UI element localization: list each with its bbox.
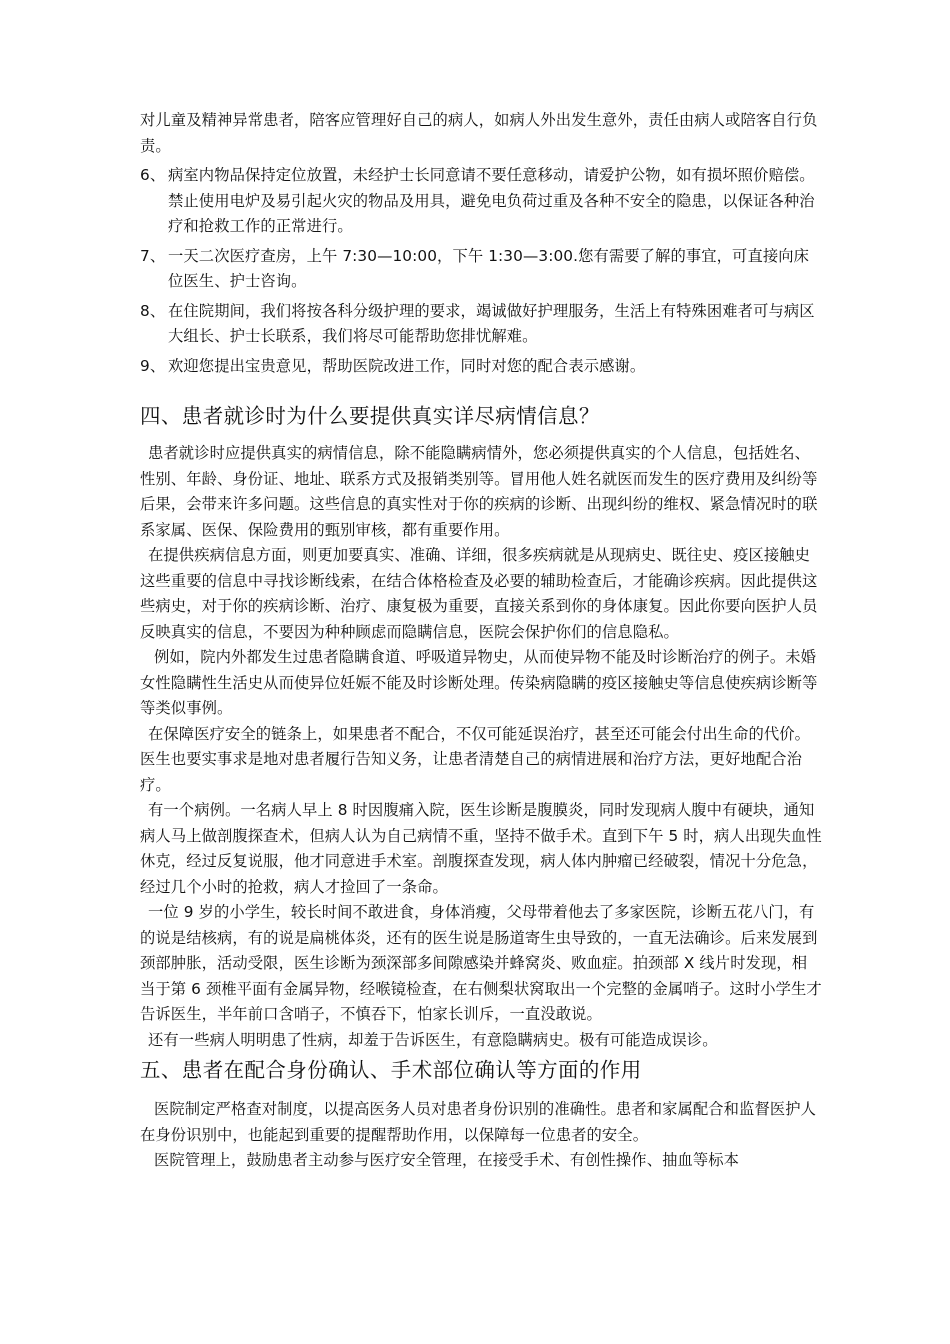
list-item [140, 299, 822, 350]
item-number: 8、 [140, 301, 166, 320]
body-paragraph: 有一个病例。一名病人早上 8 时因腹痛入院，医生诊断是腹膜炎，同时发现病人腹中有硬块，通知病人马上做剖腹探查术，但病人认为自己病情不重，坚持不做手术。直到下午 5 时，病人出现失血性休克，经过反复说服，他才同意进手术室。剖腹探查发现，病人体内肿瘤已经破裂，情况十分危急，经过几个小时的抢救，病人才捡回了一条命。 [140, 801, 822, 896]
list-item [140, 354, 822, 380]
body-paragraph: 在提供疾病信息方面，则更加要真实、准确、详细，很多疾病就是从现病史、既往史、疫区接触史这些重要的信息中寻找诊断线索，在结合体格检查及必要的辅助检查后，才能确诊疾病。因此提供这些病史，对于你的疾病诊断、治疗、康复极为重要，直接关系到你的身体康复。因此你要向医护人员反映真实的信息，不要因为种种顾虑而隐瞒信息，医院会保护你们的信息隐私。 [140, 546, 818, 641]
item-number: 7、 [140, 246, 166, 265]
section-heading: 五、患者在配合身份确认、手术部位确认等方面的作用 [140, 1058, 642, 1082]
document-page [140, 108, 822, 1174]
body-paragraph: 在保障医疗安全的链条上，如果患者不配合，不仅可能延误治疗，甚至还可能会付出生命的代价。医生也要实事求是地对患者履行告知义务，让患者清楚自己的病情进展和治疗方法，更好地配合治疗。 [140, 724, 811, 794]
rules-list [140, 163, 822, 379]
body-paragraph: 还有一些病人明明患了性病，却羞于告诉医生，有意隐瞒病史。极有可能造成误诊。 [148, 1030, 718, 1049]
item-text: 欢迎您提出宝贵意见，帮助医院改进工作，同时对您的配合表示感谢。 [168, 356, 646, 375]
item-text: 病室内物品保持定位放置，未经护士长同意请不要任意移动，请爱护公物，如有损坏照价赔偿。禁止使用电炉及易引起火灾的物品及用具，避免电负荷过重及各种不安全的隐患，以保证各种治疗和抢救工作的正常进行。 [168, 166, 815, 235]
item-number: 9、 [140, 356, 166, 375]
body-paragraph: 例如，院内外都发生过患者隐瞒食道、呼吸道异物史，从而使异物不能及时诊断治疗的例子。未婚女性隐瞒性生活史从而使异位妊娠不能及时诊断处理。传染病隐瞒的疫区接触史等信息使疾病诊断等等类似事例。 [140, 648, 818, 717]
item-number: 6、 [140, 166, 166, 184]
body-paragraph: 一位 9 岁的小学生，较长时间不敢进食，身体消瘦，父母带着他去了多家医院，诊断五花八门，有的说是结核病，有的说是扁桃体炎，还有的医生说是肠道寄生虫导致的，一直无法确诊。后来发展到颈部肿胀，活动受限，医生诊断为颈深部多间隙感染并蜂窝炎、败血症。拍颈部 X 线片时发现，相当于第 6 颈椎平面有金属异物，经喉镜检查，在右侧梨状窝取出一个完整的金属哨子。这时小学生才告诉医生，半年前口含哨子，不慎吞下，怕家长训斥，一直没敢说。 [140, 903, 822, 1023]
list-item [140, 244, 822, 295]
item-text: 一天二次医疗查房，上午 7:30—10:00，下午 1:30—3:00.您有需要了解的事宜，可直接向床位医生、护士咨询。 [168, 246, 810, 290]
intro-paragraph: 对儿童及精神异常患者，陪客应管理好自己的病人，如病人外出发生意外，责任由病人或陪客自行负责。 [140, 111, 818, 155]
section-heading: 四、患者就诊时为什么要提供真实详尽病情信息？ [140, 404, 600, 428]
body-paragraph: 医院管理上，鼓励患者主动参与医疗安全管理，在接受手术、有创性操作、抽血等标本 [154, 1151, 740, 1169]
list-item [140, 163, 822, 240]
item-text: 在住院期间，我们将按各科分级护理的要求，竭诚做好护理服务，生活上有特殊困难者可与病区大组长、护士长联系，我们将尽可能帮助您排忧解难。 [168, 301, 815, 345]
body-paragraph: 医院制定严格查对制度，以提高医务人员对患者身份识别的准确性。患者和家属配合和监督医护人在身份识别中，也能起到重要的提醒帮助作用，以保障每一位患者的安全。 [140, 1100, 817, 1144]
body-paragraph: 患者就诊时应提供真实的病情信息，除不能隐瞒病情外，您必须提供真实的个人信息，包括姓名、性别、年龄、身份证、地址、联系方式及报销类别等。冒用他人姓名就医而发生的医疗费用及纠纷等后果，会带来许多问题。这些信息的真实性对于你的疾病的诊断、出现纠纷的维权、紧急情况时的联系家属、医保、保险费用的甄别审核，都有重要作用。 [140, 444, 818, 539]
